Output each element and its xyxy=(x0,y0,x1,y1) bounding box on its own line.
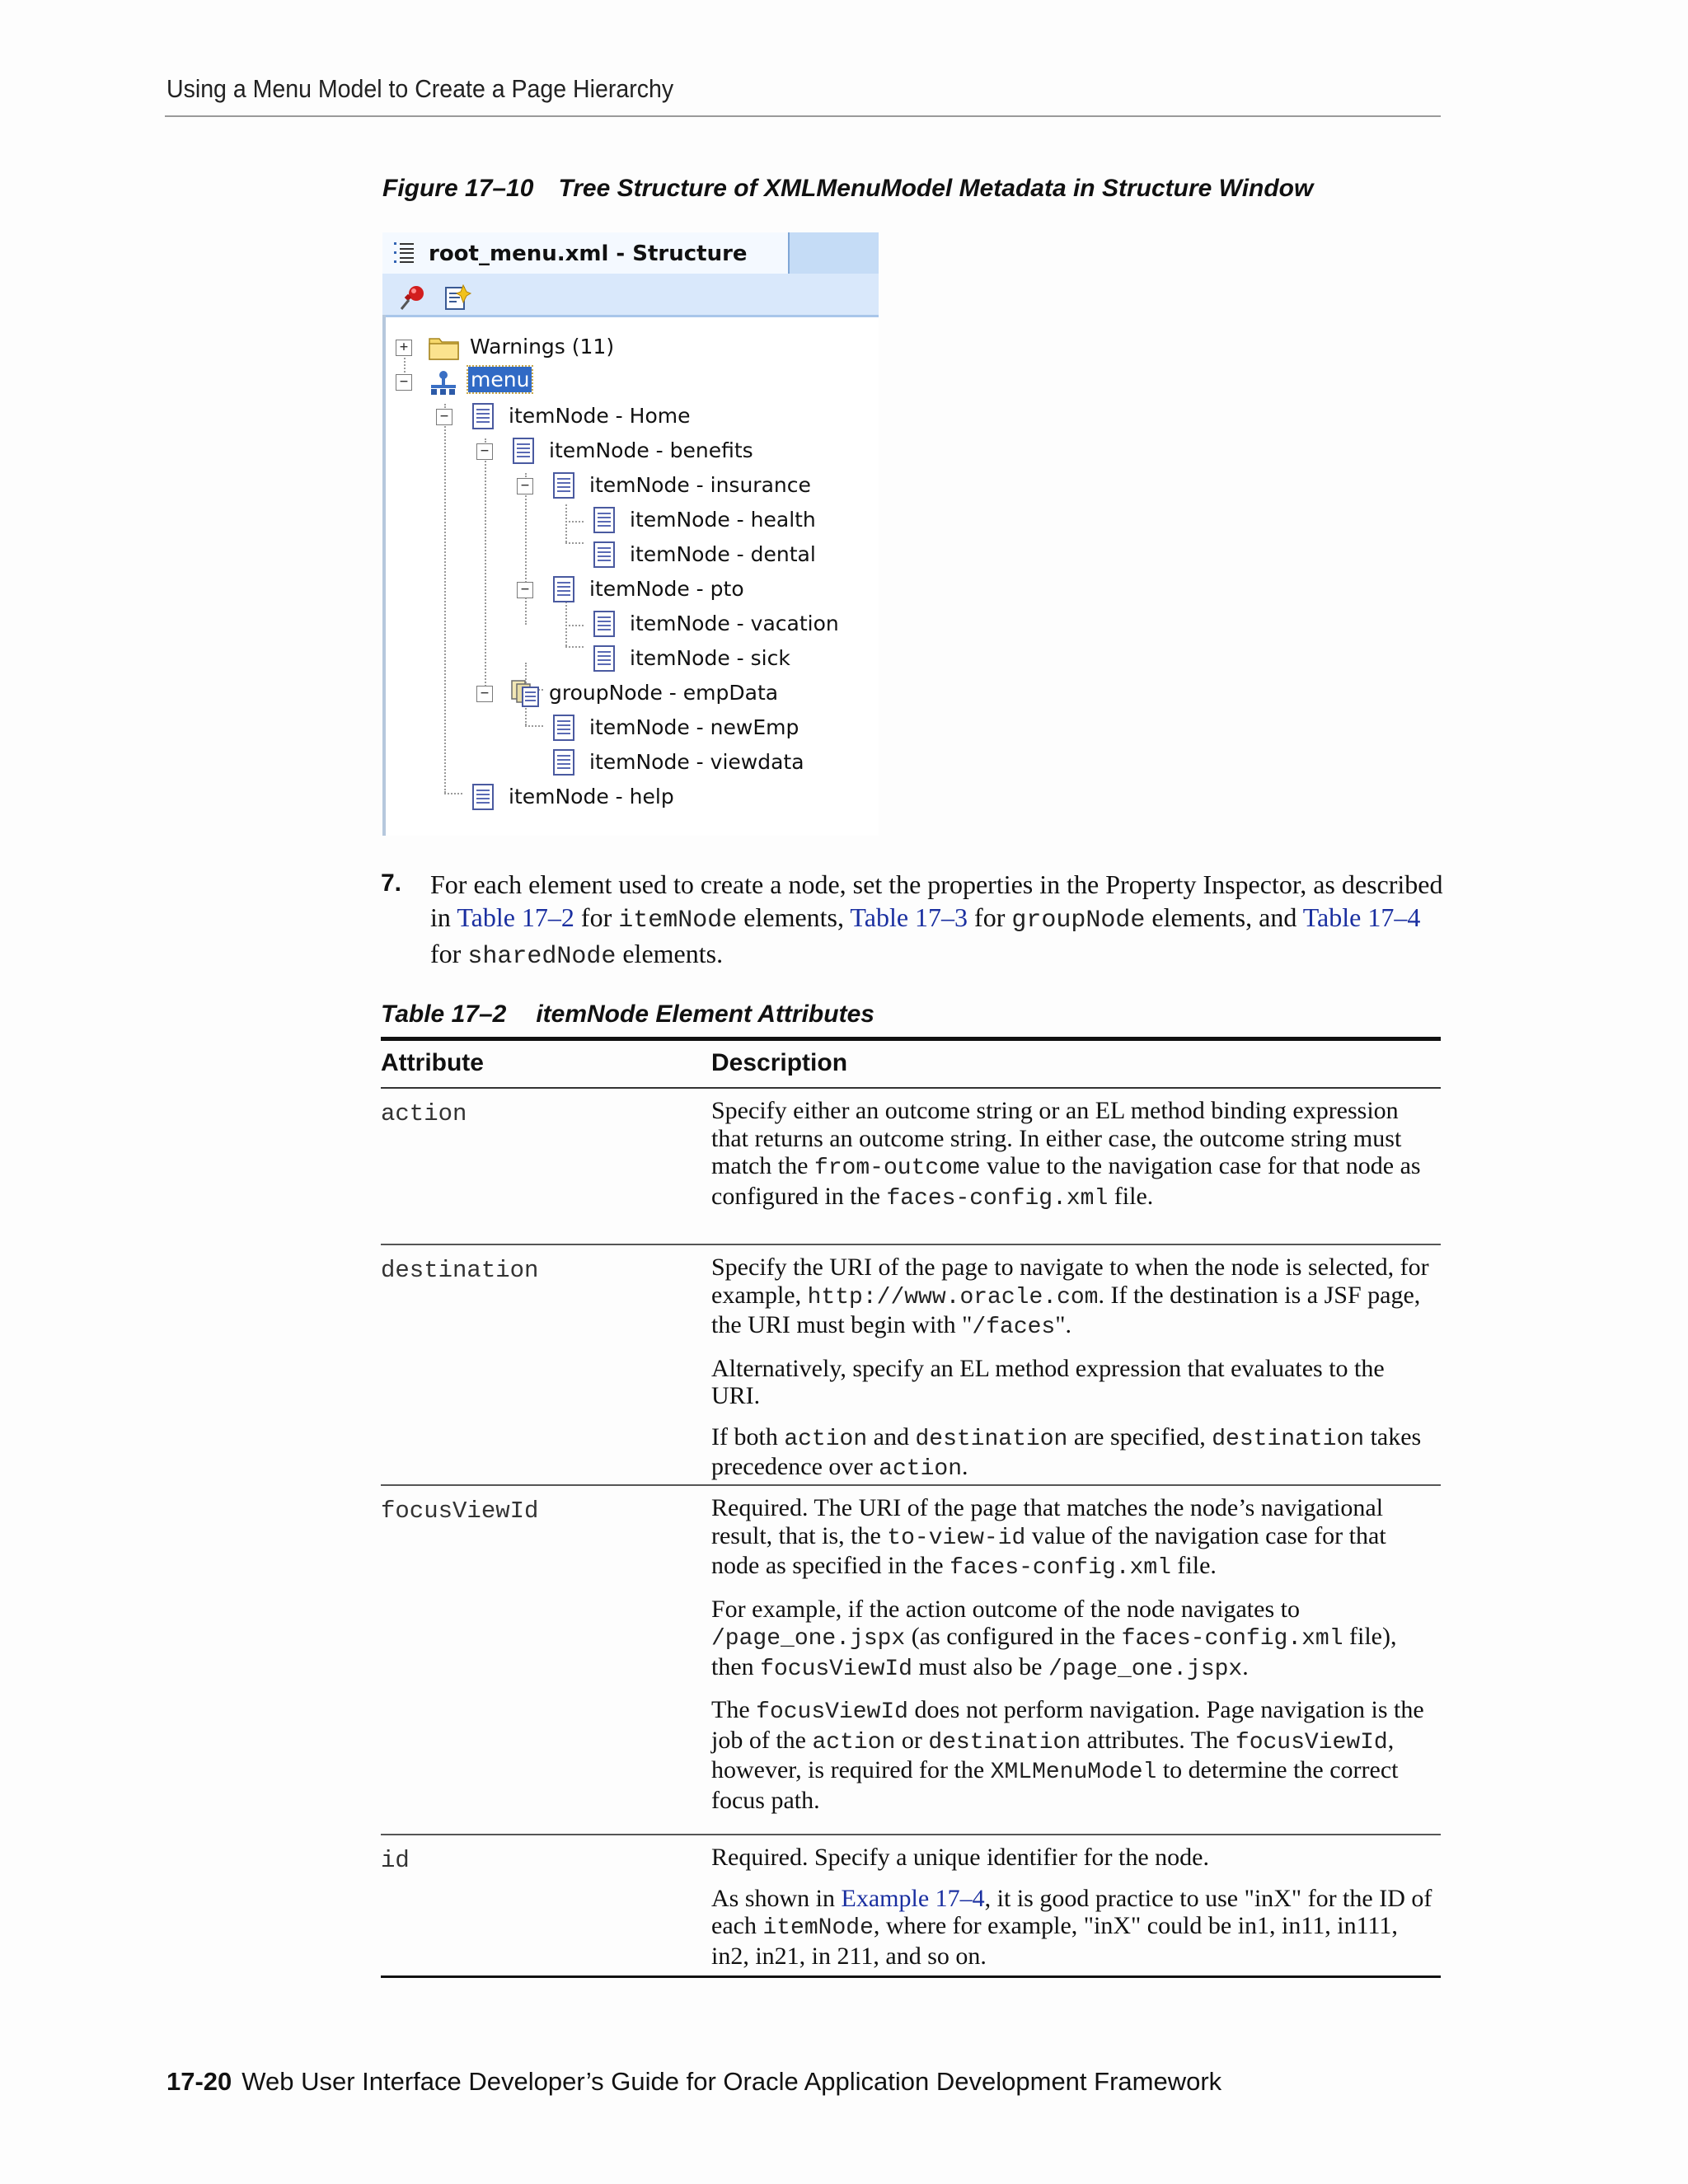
collapse-toggle[interactable]: − xyxy=(476,443,493,460)
code: action xyxy=(879,1456,963,1482)
tree-node-label: groupNode - empData xyxy=(549,681,779,705)
text: file. xyxy=(1108,1182,1154,1210)
text: does not perform navigation. Page navigation is the job of the xyxy=(711,1696,1424,1754)
collapse-toggle[interactable]: − xyxy=(436,409,452,425)
code: destination xyxy=(1212,1426,1365,1452)
text: ". xyxy=(1055,1311,1071,1338)
tree-node-label: itemNode - Home xyxy=(509,404,691,428)
item-node-icon xyxy=(552,575,575,603)
tree-connector xyxy=(565,646,584,648)
page-number: 17-20 xyxy=(166,2067,232,2096)
tree-node-label: itemNode - newEmp xyxy=(589,715,799,739)
text: The xyxy=(711,1696,757,1723)
running-header: Using a Menu Model to Create a Page Hierarchy xyxy=(166,74,674,103)
collapse-toggle[interactable]: − xyxy=(517,478,533,494)
text: elements, xyxy=(737,902,851,932)
tree-node-label: itemNode - vacation xyxy=(630,612,839,635)
folder-icon xyxy=(429,335,460,361)
table-header-row xyxy=(381,1041,1441,1089)
item-node-icon xyxy=(593,541,616,569)
text: As shown in xyxy=(711,1884,842,1912)
text: Required. The URI of the page that matches the node’s navigational result, that is, the xyxy=(711,1494,1384,1549)
description-cell xyxy=(711,1844,1437,1983)
group-node-icon xyxy=(510,679,540,707)
text: elements, and xyxy=(1145,902,1303,932)
code: itemNode xyxy=(762,1915,874,1941)
tree-connector xyxy=(485,438,486,702)
text: Required. Specify a unique identifier for the node. xyxy=(711,1844,1209,1871)
step-number: 7. xyxy=(381,869,402,897)
structure-icon xyxy=(394,241,415,265)
collapse-toggle[interactable]: − xyxy=(476,686,493,702)
code: to-view-id xyxy=(887,1525,1026,1551)
link-table-17-2[interactable]: Table 17–2 xyxy=(457,902,574,932)
code: faces-config.xml xyxy=(886,1185,1109,1212)
window-left-edge xyxy=(382,315,386,836)
text: elements. xyxy=(616,939,724,968)
attribute-cell: focusViewId xyxy=(381,1497,539,1525)
figure-caption xyxy=(382,175,1313,203)
code: XMLMenuModel xyxy=(990,1760,1157,1785)
code: faces-config.xml xyxy=(950,1555,1171,1581)
text: Alternatively, specify an EL method expression that evaluates to the URI. xyxy=(711,1354,1385,1409)
text: For each element used to create a node, set the properties in the Property Inspector, as described in xyxy=(430,869,1443,932)
tree-connector xyxy=(444,793,462,794)
code: /page_one.jspx xyxy=(1048,1656,1243,1682)
table-bottom-rule xyxy=(381,1975,1441,1978)
description-cell xyxy=(711,1494,1437,1827)
description-cell xyxy=(711,1097,1437,1226)
structure-tab-title: root_menu.xml - Structure xyxy=(429,241,748,266)
attribute-cell: id xyxy=(381,1847,410,1874)
code-groupnode: groupNode xyxy=(1011,907,1146,935)
item-node-icon xyxy=(471,402,495,430)
tree-node-label: itemNode - viewdata xyxy=(589,750,804,774)
code: faces-config.xml xyxy=(1121,1626,1343,1652)
code: from-outcome xyxy=(814,1155,981,1181)
text: . xyxy=(1242,1652,1249,1680)
link-table-17-3[interactable]: Table 17–3 xyxy=(850,902,968,932)
expand-toggle[interactable]: + xyxy=(396,340,412,356)
tree-connector xyxy=(525,725,543,727)
tree-connector xyxy=(565,598,567,646)
text: must also be xyxy=(912,1652,1048,1680)
collapse-toggle[interactable]: − xyxy=(517,582,533,598)
text: for xyxy=(574,902,619,932)
tree-node-label: itemNode - benefits xyxy=(549,438,753,462)
tree-connector xyxy=(444,404,446,793)
text: value of the navigation case for that node as specified in the xyxy=(711,1521,1386,1579)
item-node-icon xyxy=(552,471,575,499)
attribute-cell: destination xyxy=(381,1257,539,1284)
code: action xyxy=(784,1426,868,1452)
book-title: Web User Interface Developer’s Guide for Oracle Application Development Framework xyxy=(241,2067,1222,2096)
text: If both xyxy=(711,1422,785,1451)
text: or xyxy=(895,1726,929,1754)
code-itemnode: itemNode xyxy=(618,907,738,935)
code: focusViewId xyxy=(760,1656,912,1682)
table-row-focusviewid xyxy=(381,1486,1441,1835)
code: destination xyxy=(915,1426,1068,1452)
code-sharednode: sharedNode xyxy=(467,943,617,971)
text: , it is good practice to use "inX" for the ID of each xyxy=(711,1884,1432,1939)
tree-node-label: itemNode - insurance xyxy=(589,473,811,497)
page-footer xyxy=(166,2067,1221,2097)
description-cell xyxy=(711,1254,1437,1497)
attribute-cell: action xyxy=(381,1100,467,1127)
figure-number: Figure 17–10 xyxy=(382,175,534,202)
item-node-icon xyxy=(471,783,495,811)
table-title: itemNode Element Attributes xyxy=(536,1001,874,1028)
table-row-action xyxy=(381,1089,1441,1245)
text: , however, is required for the xyxy=(711,1726,1395,1783)
text: . If the destination is a JSF page, the URI must begin with " xyxy=(711,1281,1421,1338)
code: destination xyxy=(928,1729,1081,1755)
table-row-id xyxy=(381,1835,1441,1975)
tree-node-label: itemNode - dental xyxy=(630,542,816,566)
tree-connector xyxy=(565,504,567,542)
tree-connector xyxy=(525,473,527,625)
tree-connector xyxy=(565,625,584,626)
item-node-icon xyxy=(552,714,575,742)
code: /page_one.jspx xyxy=(711,1626,906,1652)
table-row-destination xyxy=(381,1245,1441,1486)
item-node-icon xyxy=(552,748,575,776)
code: /faces xyxy=(972,1315,1056,1340)
text: for xyxy=(968,902,1012,932)
collapse-toggle[interactable]: − xyxy=(396,374,412,391)
text: and xyxy=(867,1422,916,1451)
item-node-icon xyxy=(593,644,616,673)
edit-properties-icon[interactable] xyxy=(443,284,471,312)
text: file. xyxy=(1170,1552,1217,1579)
code: focusViewId xyxy=(1235,1729,1388,1755)
column-header-description: Description xyxy=(711,1049,848,1076)
text: are specified, xyxy=(1067,1422,1212,1451)
item-node-icon xyxy=(593,610,616,638)
tree-node-label-selected: menu xyxy=(468,367,532,392)
tree-node-label: itemNode - health xyxy=(630,508,816,532)
item-node-icon xyxy=(512,437,535,465)
header-rule xyxy=(165,115,1441,117)
structure-window xyxy=(382,232,879,836)
step-paragraph xyxy=(430,868,1444,973)
link-example-17-4[interactable]: Example 17–4 xyxy=(841,1884,985,1912)
item-node-icon xyxy=(593,506,616,534)
text: file), then xyxy=(711,1623,1397,1680)
text: . xyxy=(962,1453,968,1480)
text: attributes. The xyxy=(1081,1726,1236,1754)
tree-connector xyxy=(565,542,584,544)
figure-title: Tree Structure of XMLMenuModel Metadata in Structure Window xyxy=(558,175,1314,202)
tree-node-label: itemNode - help xyxy=(509,785,674,808)
text: Specify the URI of the page to navigate to when the node is selected, for example, xyxy=(711,1254,1429,1309)
structure-tab[interactable] xyxy=(382,232,790,274)
table-caption xyxy=(381,1001,874,1029)
link-table-17-4[interactable]: Table 17–4 xyxy=(1302,902,1421,932)
text: , where for example, "inX" could be in1, in11, in111, in2, in21, in 211, and so on. xyxy=(711,1912,1398,1970)
text: to determine the correct focus path. xyxy=(711,1756,1399,1814)
text: value to the navigation case for that node as configured in the xyxy=(711,1152,1421,1210)
text: for xyxy=(430,939,468,968)
text: takes precedence over xyxy=(711,1422,1422,1480)
text: For example, if the action outcome of the node navigates to xyxy=(711,1595,1300,1623)
menu-node-icon xyxy=(429,369,458,396)
code: action xyxy=(812,1729,896,1755)
table-number: Table 17–2 xyxy=(381,1001,507,1028)
code: http://www.oracle.com xyxy=(807,1284,1099,1310)
tree-node-label: itemNode - sick xyxy=(630,646,790,670)
text: Specify either an outcome string or an EL method binding expression that returns an outcome string. In either case, the outcome string must match the xyxy=(711,1097,1402,1179)
tree-node-label: Warnings (11) xyxy=(470,335,615,359)
pin-icon[interactable] xyxy=(399,284,427,312)
code: focusViewId xyxy=(756,1699,908,1725)
tree-node-label: itemNode - pto xyxy=(589,577,744,601)
column-header-attribute: Attribute xyxy=(381,1049,484,1076)
tree-connector xyxy=(565,521,584,523)
text: (as configured in the xyxy=(905,1623,1122,1650)
